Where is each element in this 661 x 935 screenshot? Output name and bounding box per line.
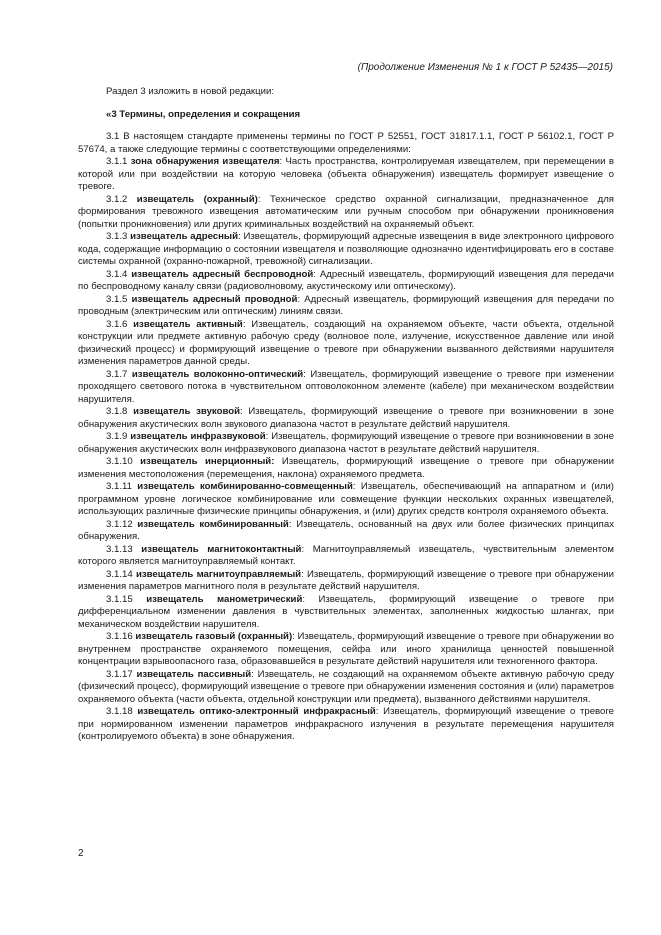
definition-term: извещатель пассивный	[136, 668, 252, 680]
definition-term: извещатель волоконно-оптический	[131, 368, 304, 380]
definition-text: : Извещатель, основанный на двух или более физических принципах обнаружения.	[78, 518, 614, 542]
definition-item	[78, 456, 614, 481]
page-number: 2	[78, 848, 84, 859]
definition-number: 3.1.3	[106, 231, 128, 242]
definition-item	[78, 544, 614, 569]
body-text	[78, 86, 614, 744]
definition-text: : Извещатель, формирующий извещение о тревоге при возникновении в зоне обнаружения акустических волн звукового диапазона частот в результате действий нарушителя.	[78, 406, 614, 430]
definition-item	[78, 481, 614, 519]
paragraph-3-1: 3.1 В настоящем стандарте применены термины по ГОСТ Р 52551, ГОСТ 31817.1.1, ГОСТ Р 56102.1, ГОСТ Р 57674, а также следующие термины с соответствующими определениями:	[78, 131, 614, 155]
definition-text: : Извещатель, обеспечивающий на аппаратном и (или) программном уровне логическое комбинирование или совмещение функции нескольких охранных извещателей, использующих различные физические принципы обнаружения, и (или) других средств контроля охраняемого объекта.	[78, 481, 615, 517]
definition-text: : Извещатель, формирующий извещение о тревоге при обнаружении изменения параметров магнитного поля в результате действий нарушителя.	[78, 568, 614, 592]
definitions-list	[78, 156, 614, 744]
definition-item	[78, 406, 614, 431]
definition-term: извещатель (охранный)	[136, 193, 258, 205]
definition-term: извещатель звуковой	[133, 406, 240, 417]
definition-text: : Извещатель, формирующий извещение о тревоге при нормированном изменении параметров инфракрасного излучения в результате перемещения нарушителя (контролируемого объекта) в зоне обнаружения.	[78, 706, 614, 742]
definition-item	[78, 706, 614, 744]
definition-number: 3.1.10	[106, 456, 133, 467]
definition-item	[78, 294, 614, 319]
definition-number: 3.1.18	[106, 706, 133, 717]
definition-term: извещатель манометрический	[146, 593, 303, 605]
definition-text: : Извещатель, создающий на охраняемом объекте, части объекта, отдельной конструкции или предмете активную рабочую среду (волновое поле, излучение, искусственное давление или иной физический процесс) и формирующий извещение о тревоге при обнаружении вызванного действиями нарушителя изменения параметров данной среды.	[78, 318, 614, 367]
definition-number: 3.1.8	[106, 406, 128, 417]
definition-text: : Техническое средство охранной сигнализации, предназначенное для формирования тревожного извещения автоматическим или ручным способом при обнаружении проникновения (попытки проникновения) или других криминальных воздействий на охраняемый объект.	[78, 193, 614, 230]
definition-number: 3.1.6	[106, 318, 128, 330]
definition-number: 3.1.9	[106, 431, 128, 442]
definition-item	[78, 669, 614, 707]
definition-item	[78, 431, 614, 456]
definition-number: 3.1.14	[106, 568, 133, 580]
definition-number: 3.1.17	[106, 668, 133, 680]
definition-number: 3.1.11	[106, 481, 132, 492]
definition-item	[78, 369, 614, 407]
definition-item	[78, 231, 614, 269]
intro-paragraph: Раздел 3 изложить в новой редакции:	[106, 86, 275, 97]
page-header: (Продолжение Изменения № 1 к ГОСТ Р 52435—2015)	[357, 62, 613, 73]
definition-term: извещатель инерционный:	[140, 456, 275, 467]
definition-term: извещатель активный	[133, 318, 243, 330]
definition-text: : Извещатель, формирующий извещение о тревоге при обнаружении во внутреннем пространстве охраняемого помещения, сейфа или иного хранилища ценностей повышенной концентрации взрывоопасного газа, образовавшейся в результате действий нарушителя или техногенного фактора.	[78, 631, 614, 667]
definition-text: : Адресный извещатель, формирующий извещения для передачи по проводным (электрическим или оптическим) линиям связи.	[78, 293, 615, 317]
definition-text: : Извещатель, формирующий извещение о тревоге при изменении проходящего светового потока в чувствительном оптоволоконном элементе (кабеле) при механическом воздействии нарушителя.	[78, 368, 614, 405]
definition-term: извещатель газовый (охранный)	[135, 631, 293, 642]
definition-term: извещатель адресный	[130, 231, 239, 242]
definition-item	[78, 319, 614, 369]
definition-number: 3.1.5	[106, 293, 128, 305]
definition-item	[78, 194, 614, 232]
definition-term: извещатель оптико-электронный инфракрасный	[137, 706, 376, 717]
definition-number: 3.1.7	[106, 368, 128, 380]
definition-item	[78, 156, 614, 194]
definition-item	[78, 569, 614, 594]
definition-text: : Часть пространства, контролируемая извещателем, при перемещении в которой или при воздействии на которую человека (объекта обнаружения) извещатель формирует извещение о тревоге.	[78, 156, 614, 192]
definition-term: извещатель инфразвуковой	[130, 431, 266, 442]
definition-term: извещатель магнитоконтактный	[141, 543, 302, 555]
definition-term: извещатель комбинированно-совмещенный	[137, 481, 353, 492]
definition-text: : Извещатель, формирующий адресные извещения в виде электронного цифрового кода, содержащие информацию о состоянии извещателя и позволяющие однозначно идентифицировать его в составе системы охранной (охранно-пожарной, тревожной) сигнализации.	[78, 231, 614, 267]
definition-term: извещатель магнитоуправляемый	[135, 568, 302, 580]
definition-text: Извещатель, формирующий извещение о тревоге при обнаружении изменения местоположения (перемещения, наклона) охраняемого предмета.	[78, 456, 614, 480]
section-heading: «3 Термины, определения и сокращения	[106, 108, 301, 120]
definition-text: : Адресный извещатель, формирующий извещения для передачи по беспроводному каналу связи (радиоволновому, акустическому или оптическому).	[78, 268, 614, 292]
definition-item	[78, 519, 614, 544]
definition-number: 3.1.4	[106, 268, 128, 280]
definition-text: : Магнитоуправляемый извещатель, чувствительным элементом которого является магнитоуправляемый контакт.	[78, 543, 614, 567]
definition-text: : Извещатель, не создающий на охраняемом объекте активную рабочую среду (физический процесс), формирующий извещение о тревоге при обнаружении изменения состояния и (или) параметров охраняемого объекта (части объекта, отдельной конструкции или предмета), вызванного действиями нарушителя.	[78, 668, 614, 705]
definition-text: : Извещатель, формирующий извещение о тревоге при дифференциальном изменении давления в чувствительных элементах, заполненных жидкостью шлангах, при механическом воздействии нарушителя.	[78, 593, 614, 630]
definition-number: 3.1.13	[106, 543, 133, 555]
definition-term: извещатель адресный проводной	[131, 293, 298, 305]
definition-number: 3.1.16	[106, 631, 133, 642]
definition-number: 3.1.1	[106, 156, 128, 167]
definition-term: зона обнаружения извещателя	[130, 156, 280, 167]
definition-text: : Извещатель, формирующий извещение о тревоге при возникновении в зоне обнаружения акустических волн инфразвукового диапазона частот в результате действий нарушителя.	[78, 431, 614, 455]
definition-term: извещатель адресный беспроводной	[131, 268, 314, 280]
definition-number: 3.1.15	[106, 593, 133, 605]
definition-item	[78, 631, 614, 669]
definition-item	[78, 594, 614, 632]
definition-number: 3.1.2	[106, 193, 128, 205]
definition-term: извещатель комбинированный	[137, 518, 289, 530]
definition-number: 3.1.12	[106, 518, 133, 530]
definition-item	[78, 269, 614, 294]
